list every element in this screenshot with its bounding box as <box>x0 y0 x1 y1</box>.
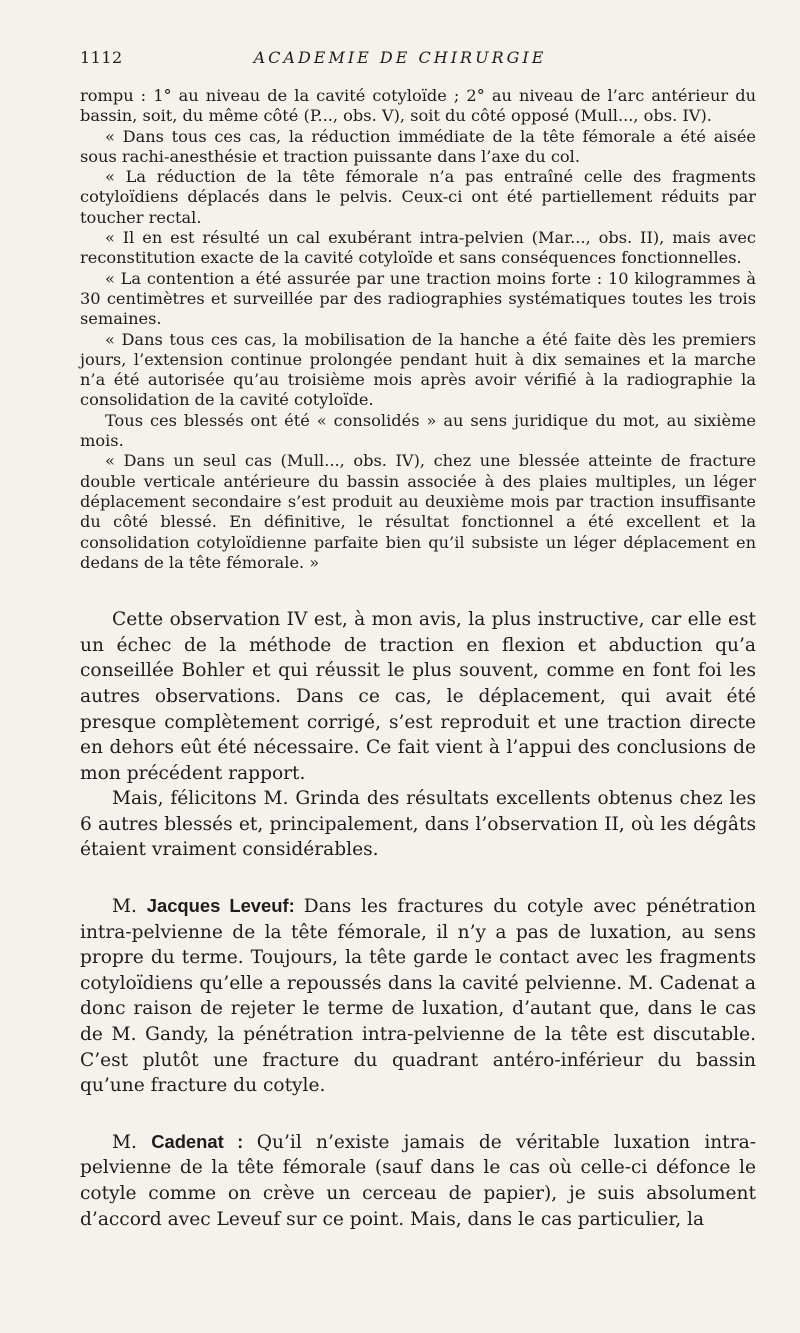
speaker-separator: : <box>223 1130 257 1152</box>
intervention-cadenat <box>80 1129 756 1232</box>
quoted-paragraph: « La contention a été assurée par une traction moins forte : 10 kilogrammes à 30 centimètres et surveillée par des radiographies systématiques toutes les trois semaines. <box>80 268 756 329</box>
quoted-paragraph: rompu : 1° au niveau de la cavité cotyloïde ; 2° au niveau de l’arc antérieur du bassin, soit, du même côté (P..., obs. V), soit du côté opposé (Mull..., obs. IV). <box>80 86 756 126</box>
speaker-separator: : <box>288 895 304 917</box>
page-header <box>0 40 800 80</box>
commentary-paragraph: Cette observation IV est, à mon avis, la plus instructive, car elle est un échec de la méthode de traction en flexion et abduction qu’a conseillée Bohler et qui réussit le plus souvent, comme en font foi les autres observations. Dans ce cas, le déplacement, qui avait été presque complètement corrigé, s’est reproduit et une traction directe en dehors eût été nécessaire. Ce fait vient à l’appui des conclusions de mon précédent rapport. <box>80 609 756 784</box>
commentary <box>80 607 756 1232</box>
page-number: 1112 <box>80 48 123 67</box>
commentary-paragraph: Mais, félicitons M. Grinda des résultats excellents obtenus chez les 6 autres blessés et, principalement, dans l’observation II, où les dégâts étaient vraiment considérables. <box>80 788 756 861</box>
quoted-paragraph: « Dans tous ces cas, la mobilisation de la hanche a été faite dès les premiers jours, l’extension continue prolongée pendant huit à dix semaines et la marche n’a été autorisée qu’au troisième mois après avoir vérifié à la radiographie la consolidation de la cavité cotyloïde. <box>80 329 756 410</box>
speaker-prefix: M. <box>112 896 147 918</box>
quoted-paragraph: « Il en est résulté un cal exubérant intra-pelvien (Mar..., obs. II), mais avec reconstitution exacte de la cavité cotyloïde et sans conséquences fonctionnelles. <box>80 228 756 268</box>
speaker-prefix: M. <box>112 1131 152 1153</box>
intervention-text: Dans les fractures du cotyle avec pénétration intra-pelvienne de la tête fémorale, il n’y a pas de luxation, au sens propre du terme. Toujours, la tête garde le contact avec les fragments cotyloïdiens qu’elle a repoussés dans la cavité pelvienne. M. Cadenat a donc raison de rejeter le terme de luxation, d’autant que, dans le cas de M. Gandy, la pénétration intra-pelvienne de la tête est discutable. C’est plutôt une fracture du quadrant antéro-inférieur du bassin qu’une fracture du cotyle. <box>80 896 756 1097</box>
speaker-name: Jacques Leveuf <box>146 895 289 917</box>
quoted-paragraph: « Dans tous ces cas, la réduction immédiate de la tête fémorale a été aisée sous rachi-anesthésie et traction puissante dans l’axe du col. <box>80 126 756 166</box>
intervention-text: Qu’il n’existe jamais de véritable luxation intra-pelvienne de la tête fémorale (sauf dans le cas où celle-ci défonce le cotyle comme on crève un cerceau de papier), je suis absolument d’accord avec Leveuf sur ce point. Mais, dans le cas particulier, la <box>80 1131 756 1230</box>
quoted-paragraph: Tous ces blessés ont été « consolidés » au sens juridique du mot, au sixième mois. <box>80 410 756 451</box>
running-title: ACADEMIE DE CHIRURGIE <box>253 48 547 67</box>
quoted-report <box>80 86 756 573</box>
intervention-leveuf <box>80 893 756 1099</box>
quoted-paragraph: « Dans un seul cas (Mull..., obs. IV), chez une blessée atteinte de fracture double verticale antérieure du bassin associée à des plaies multiples, un léger déplacement secondaire s’est produit au deuxième mois par traction insuffisante du côté blessé. En définitive, le résultat fonctionnel a été excellent et la consolidation cotyloïdienne parfaite bien qu’il subsiste un léger déplacement en dedans de la tête fémorale. » <box>80 451 756 572</box>
speaker-name: Cadenat <box>151 1130 224 1152</box>
page-body <box>80 86 756 1232</box>
quoted-paragraph: « La réduction de la tête fémorale n’a pas entraîné celle des fragments cotyloïdiens déplacés dans le pelvis. Ceux-ci ont été partiellement réduits par toucher rectal. <box>80 167 756 227</box>
